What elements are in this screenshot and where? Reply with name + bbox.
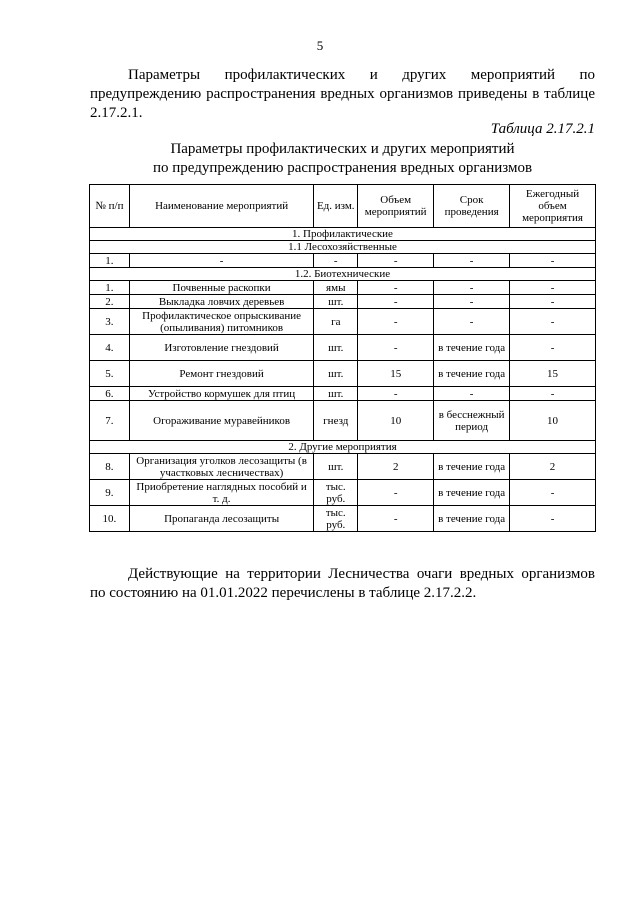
table-reference: Таблица 2.17.2.1 [490, 121, 595, 137]
cell: Приобретение наглядных пособий и т. д. [129, 480, 313, 506]
table-row [90, 281, 596, 295]
cell: 10 [358, 401, 434, 441]
subsection-title: 1.1 Лесохозяйственные [90, 241, 596, 254]
cell: Изготовление гнездовий [129, 335, 313, 361]
cell: Профилактическое опрыскивание (опыливания) питомников [129, 309, 313, 335]
table-row [90, 335, 596, 361]
section-title: 2. Другие мероприятия [90, 441, 596, 454]
header-annual-volume: Ежегодный объем мероприятия [510, 185, 596, 228]
cell: тыс. руб. [314, 506, 358, 532]
cell: - [358, 254, 434, 268]
header-term: Срок проведения [434, 185, 510, 228]
measures-table [89, 184, 596, 532]
subsection-row [90, 241, 596, 254]
subsection-title: 1.2. Биотехнические [90, 268, 596, 281]
cell: 10 [510, 401, 596, 441]
cell: шт. [314, 387, 358, 401]
header-unit: Ед. изм. [314, 185, 358, 228]
table-row [90, 309, 596, 335]
cell: ямы [314, 281, 358, 295]
cell: - [358, 506, 434, 532]
intro-paragraph [90, 66, 595, 123]
cell: - [510, 281, 596, 295]
cell: 15 [358, 361, 434, 387]
cell: - [358, 335, 434, 361]
intro-line-1: Параметры профилактических и других мероприятий по [128, 67, 595, 83]
cell: - [358, 281, 434, 295]
subsection-row [90, 268, 596, 281]
table-row [90, 506, 596, 532]
cell: в течение года [434, 506, 510, 532]
cell: 9. [90, 480, 130, 506]
cell: 4. [90, 335, 130, 361]
cell: - [510, 387, 596, 401]
cell: - [510, 254, 596, 268]
cell: - [510, 335, 596, 361]
cell: 1. [90, 254, 130, 268]
page-number: 5 [316, 38, 324, 53]
cell: 3. [90, 309, 130, 335]
cell: 6. [90, 387, 130, 401]
cell: - [510, 480, 596, 506]
header-name: Наименование мероприятий [129, 185, 313, 228]
cell: - [434, 281, 510, 295]
cell: - [434, 309, 510, 335]
cell: 2 [358, 454, 434, 480]
cell: 8. [90, 454, 130, 480]
cell: в течение года [434, 480, 510, 506]
table-row [90, 361, 596, 387]
cell: - [358, 387, 434, 401]
cell: шт. [314, 295, 358, 309]
cell: Выкладка ловчих деревьев [129, 295, 313, 309]
table-row [90, 254, 596, 268]
cell: 2. [90, 295, 130, 309]
table-row [90, 454, 596, 480]
cell: - [510, 295, 596, 309]
cell: - [358, 295, 434, 309]
cell: шт. [314, 335, 358, 361]
header-volume: Объем мероприятий [358, 185, 434, 228]
cell: - [434, 387, 510, 401]
cell: - [314, 254, 358, 268]
outro-line-2: по состоянию на 01.01.2022 перечислены в таблице 2.17.2.2. [90, 585, 477, 601]
cell: - [358, 480, 434, 506]
cell: - [510, 506, 596, 532]
cell: гнезд [314, 401, 358, 441]
cell: - [510, 309, 596, 335]
table-title [90, 140, 595, 178]
cell: Почвенные раскопки [129, 281, 313, 295]
section-title: 1. Профилактические [90, 228, 596, 241]
cell: - [434, 254, 510, 268]
table-title-line-1: Параметры профилактических и других мероприятий [170, 141, 515, 157]
cell: Устройство кормушек для птиц [129, 387, 313, 401]
section-row [90, 441, 596, 454]
cell: 5. [90, 361, 130, 387]
cell: Огораживание муравейников [129, 401, 313, 441]
cell: шт. [314, 454, 358, 480]
intro-line-2: предупреждению распространения вредных организмов приведены в таблице [90, 86, 595, 102]
cell: в бесснежный период [434, 401, 510, 441]
cell: тыс. руб. [314, 480, 358, 506]
cell: - [434, 295, 510, 309]
cell: 7. [90, 401, 130, 441]
cell: Пропаганда лесозащиты [129, 506, 313, 532]
section-row [90, 228, 596, 241]
header-number: № п/п [90, 185, 130, 228]
table-title-line-2: по предупреждению распространения вредных организмов [152, 160, 533, 176]
cell: - [129, 254, 313, 268]
cell: 15 [510, 361, 596, 387]
table-row [90, 295, 596, 309]
table-row [90, 480, 596, 506]
cell: га [314, 309, 358, 335]
cell: Ремонт гнездовий [129, 361, 313, 387]
cell: в течение года [434, 361, 510, 387]
cell: - [358, 309, 434, 335]
cell: в течение года [434, 335, 510, 361]
cell: 1. [90, 281, 130, 295]
cell: шт. [314, 361, 358, 387]
cell: Организация уголков лесозащиты (в участковых лесничествах) [129, 454, 313, 480]
cell: 10. [90, 506, 130, 532]
table-header-row [90, 185, 596, 228]
outro-paragraph [90, 565, 595, 603]
cell: в течение года [434, 454, 510, 480]
table-row [90, 401, 596, 441]
table-row [90, 387, 596, 401]
intro-line-3: 2.17.2.1. [90, 105, 143, 121]
cell: 2 [510, 454, 596, 480]
outro-line-1: Действующие на территории Лесничества очаги вредных организмов [128, 566, 595, 582]
